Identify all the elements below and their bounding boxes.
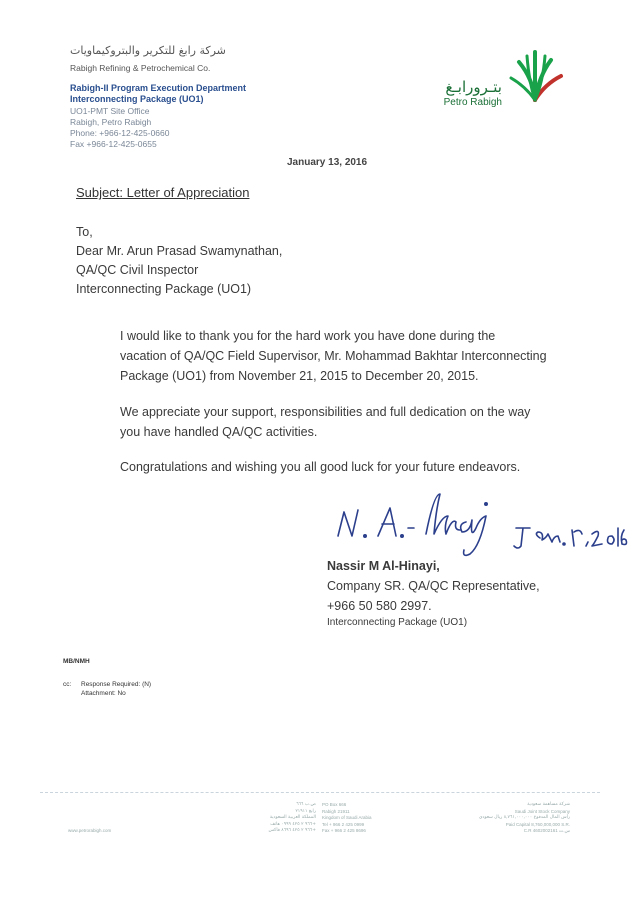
logo-arabic-text: بتـرورابـغ [445,78,502,96]
signatory-name: Nassir M Al-Hinayi, [327,559,440,573]
footer-english-address [322,802,372,835]
footer-english-line: PO Box 666 [322,802,347,807]
footer-english-line: Fax + 966 2 425 8696 [322,828,366,833]
letter-subject: Subject: Letter of Appreciation [76,185,250,200]
footer-arabic-address [240,802,316,835]
department-title: Rabigh-II Program Execution Department [70,83,247,93]
recipient-name: Dear Mr. Arun Prasad Swamynathan, [76,244,283,258]
department-location: Rabigh, Petro Rabigh [70,117,152,127]
footer-arabic-line: ص.ب ٦٦٦ [296,802,316,807]
footer-company-line: Paid Capital 8,760,000,000 S.R. [505,821,570,827]
paragraph-1-line-2: vacation of QA/QC Field Supervisor, Mr. Mohammad Bakhtar Interconnecting [120,349,547,363]
handwritten-signature [330,488,630,560]
petro-rabigh-logo-icon [505,44,565,104]
footer-arabic-line: +٩٦٦ ٢ ٤٢٥ ٠٩٩٩ هاتف [270,821,316,827]
footer-company-info [460,802,570,835]
footer-company-line: شركة مساهمة سعودية [527,802,570,807]
footer-english-line: Tel + 966 2 425 0999 [322,821,365,827]
recipient-package: Interconnecting Package (UO1) [76,282,252,296]
company-english-name: Rabigh Refining & Petrochemical Co. [70,63,211,73]
signatory-package: Interconnecting Package (UO1) [327,617,468,628]
department-phone: Phone: +966-12-425-0660 [70,128,170,138]
paragraph-2-line-1: We appreciate your support, responsibilities and full dedication on the way [120,405,531,419]
paragraph-1-line-1: I would like to thank you for the hard work you have done during the [120,329,496,343]
department-office: UO1-PMT Site Office [70,106,150,116]
footer-website[interactable]: www.petrorabigh.com [68,828,112,833]
footer-arabic-line: رابغ ٢١٩١١ [295,808,316,814]
footer-company-line: رأس المال المدفوع ٨,٧٦١,٠٠٠,٠٠٠ ريال سعودي [478,815,570,820]
company-arabic-name: شركة رابغ للتكرير والبتروكيماويات [70,44,226,57]
footer-company-line: Saudi Joint Stock Company [514,808,570,814]
reference-initials: MB/NMH [63,658,90,665]
recipient-to: To, [76,225,93,239]
cc-value: Response Required: (N) [81,681,152,688]
signatory-title: Company SR. QA/QC Representative, [327,579,540,593]
footer-english-line: Kingdom of Saudi Arabia [322,815,372,820]
paragraph-3-line-1: Congratulations and wishing you all good luck for your future endeavors. [120,460,521,474]
footer-arabic-line: +٩٦٦ ٢ ٤٢٥ ٨٦٩٦ فاكس [268,828,316,833]
letter-date: January 13, 2016 [287,157,368,168]
recipient-title: QA/QC Civil Inspector [76,263,199,277]
paragraph-1-line-3: Package (UO1) from November 21, 2015 to December 20, 2015. [120,369,479,383]
footer-english-line: Rabigh 21911 [322,808,350,814]
footer-arabic-line: المملكة العربية السعودية [269,815,316,820]
department-package: Interconnecting Package (UO1) [70,94,204,104]
cc-label: cc: [63,681,72,688]
footer-divider [40,792,600,793]
paragraph-2-line-2: you have handled QA/QC activities. [120,425,318,439]
signatory-phone: +966 50 580 2997. [327,599,432,613]
logo-english-text: Petro Rabigh [443,97,502,108]
attachment-note: Attachment: No [81,690,126,697]
footer-company-line: C.R 4602002161 س.ت [523,828,570,833]
department-fax: Fax +966-12-425-0655 [70,139,157,149]
